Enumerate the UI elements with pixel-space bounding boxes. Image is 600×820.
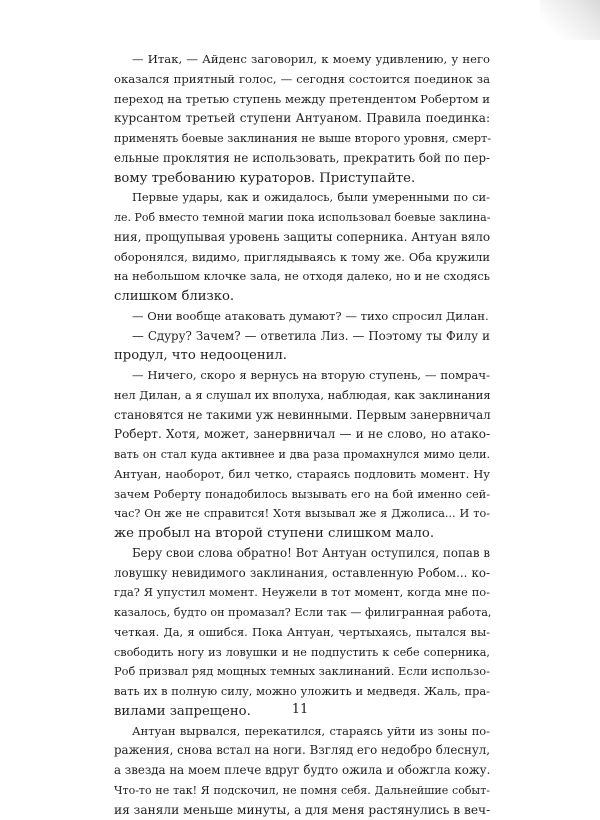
text-line: оказался приятный голос, — сегодня состоится поединок за [114,70,490,90]
text-line: на небольшом клочке зала, не отходя далеко, но и не сходясь [114,267,490,287]
text-line: ловушку невидимого заклинания, оставленную Робом... ко- [114,564,490,584]
text-line: свободить ногу из ловушки и не подпустить к себе соперника, [114,643,490,663]
text-line: Антуан, наоборот, бил четко, стараясь подловить момент. Ну [114,465,490,485]
text-line: оборонялся, видимо, приглядываясь к тому же. Оба кружили [114,248,490,268]
text-line: Антуан вырвался, перекатился, стараясь уйти из зоны по- [114,722,490,742]
text-line: — Сдуру? Зачем? — ответила Лиз. — Поэтому ты Филу и [114,327,490,347]
text-line: Первые удары, как и ожидалось, были умеренными по си- [114,188,490,208]
text-line: курсантом третьей ступени Антуаном. Правила поединка: [114,109,490,129]
text-line: ле. Роб вместо темной магии пока использовал боевые заклина- [114,208,490,228]
text-line: — Итак, — Айденс заговорил, к моему удивлению, у него [114,50,490,70]
text-line: час? Он же не справится! Хотя вызывал же я Джолиса... И то- [114,504,490,524]
text-line: ельные проклятия не использовать, прекратить бой по пер- [114,149,490,169]
text-line: вилами запрещено. [114,702,490,722]
text-line: Беру свои слова обратно! Вот Антуан оступился, попав в [114,544,490,564]
text-line: становятся не такими уж невинными. Первым занервничал [114,406,490,426]
text-line: нел Дилан, а я слушал их вполуха, наблюдая, как заклинания [114,386,490,406]
text-line: четкая. Да, я ошибся. Пока Антуан, чертыхаясь, пытался вы- [114,623,490,643]
text-line: зачем Роберту понадобилось вызывать его на бой именно сей- [114,485,490,505]
text-line: переход на третью ступень между претендентом Робертом и [114,90,490,110]
text-line: — Они вообще атаковать думают? — тихо спросил Дилан. [114,307,490,327]
text-line: Что-то не так! Я подскочил, не помня себя. Дальнейшие событ- [114,781,490,801]
text-line: слишком близко. [114,287,490,307]
text-line: применять боевые заклинания не выше второго уровня, смерт- [114,129,490,149]
text-line: Роберт. Хотя, может, занервничал — и не слово, но атако- [114,425,490,445]
page-corner-shadow [540,0,600,40]
text-line: вому требованию кураторов. Приступайте. [114,169,490,189]
text-line: а звезда на моем плече вдруг будто ожила и обожгла кожу. [114,761,490,781]
text-line: ия заняли меньше минуты, а для меня растянулись в веч- [114,801,490,820]
text-line: ния, прощупывая уровень защиты соперника. Антуан вяло [114,228,490,248]
text-line: Роб призвал ряд мощных темных заклинаний. Если использо- [114,662,490,682]
text-line: продул, что недооценил. [114,346,490,366]
page-number: 11 [0,702,600,717]
text-line: ражения, снова встал на ноги. Взгляд его недобро блеснул, [114,741,490,761]
text-line: же пробыл на второй ступени слишком мало. [114,524,490,544]
text-line: казалось, будто он промазал? Если так — филигранная работа, [114,603,490,623]
text-line: гда? Я упустил момент. Неужели в тот момент, когда мне по- [114,583,490,603]
text-line: вать он стал куда активнее и два раза промахнулся мимо цели. [114,445,490,465]
text-line: — Ничего, скоро я вернусь на вторую ступень, — помрач- [114,366,490,386]
text-line: вать их в полную силу, можно уложить и медведя. Жаль, пра- [114,682,490,702]
